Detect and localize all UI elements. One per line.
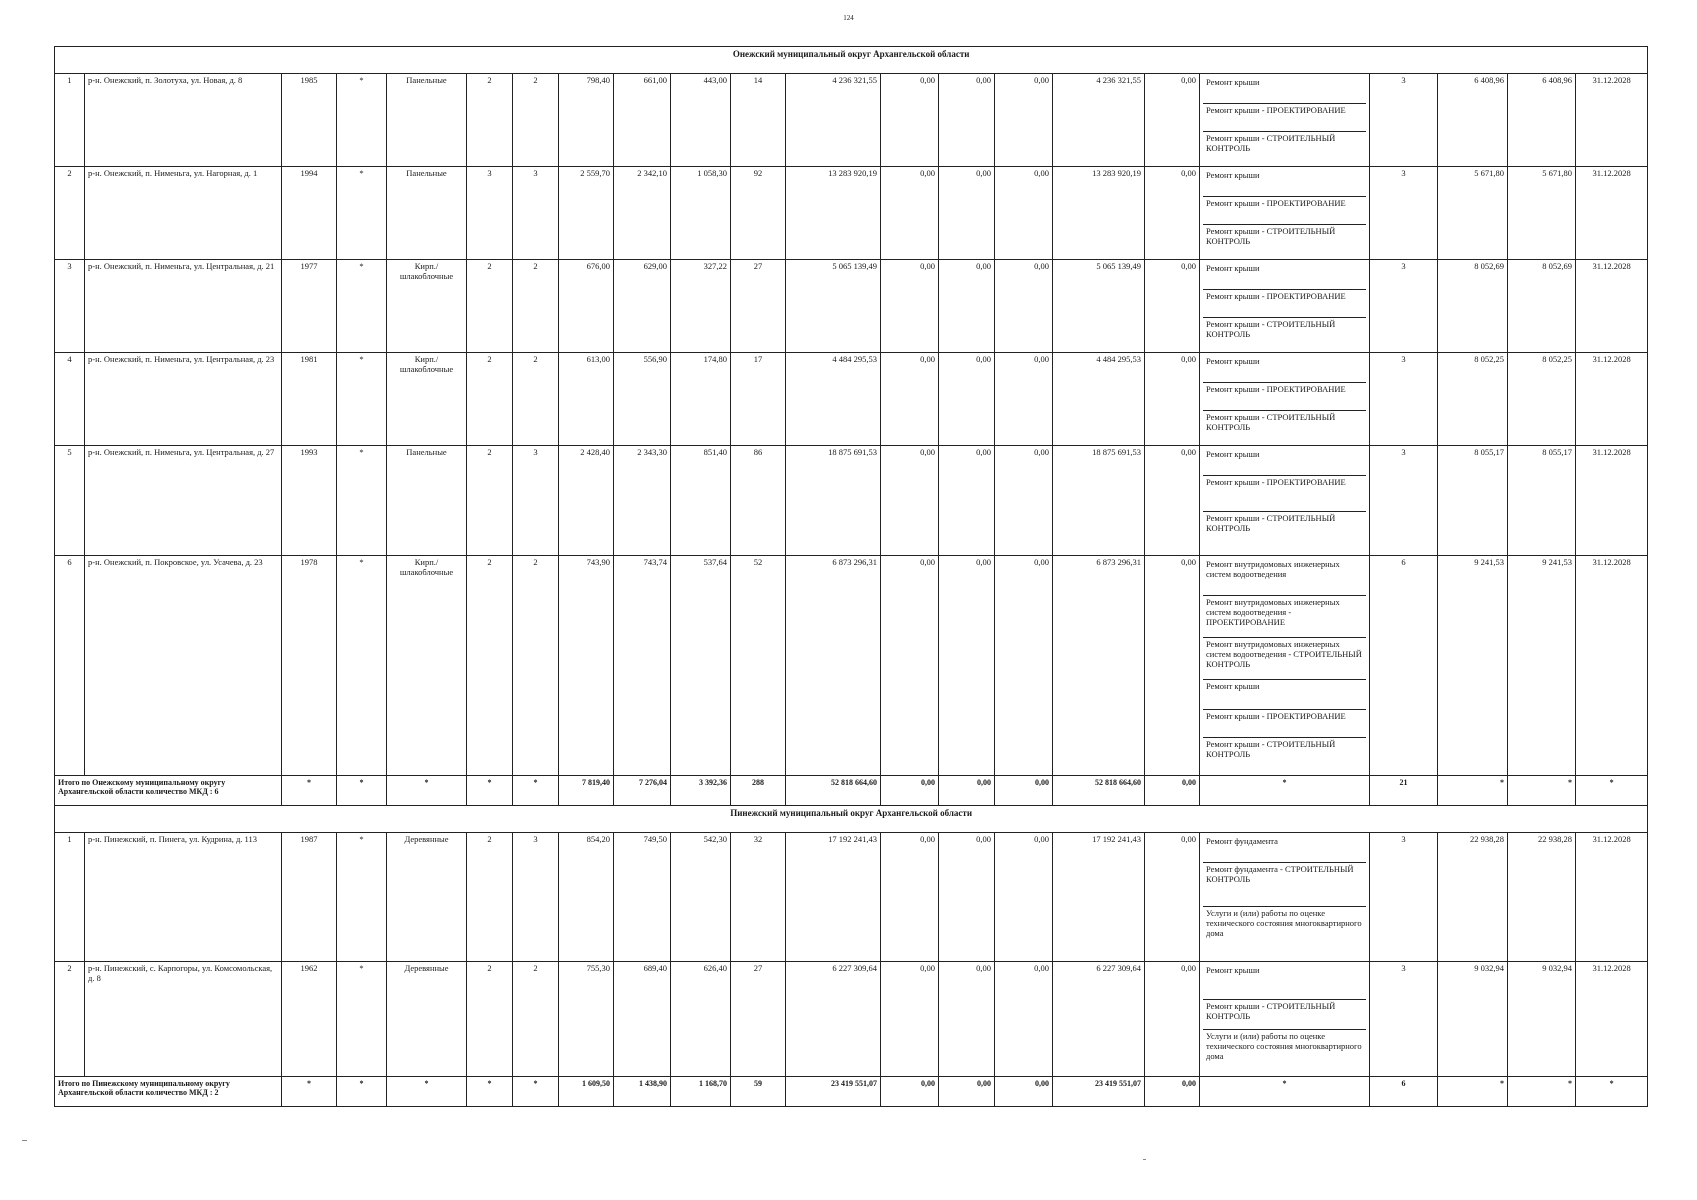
total-year-built-cell: * [282,1077,337,1107]
limit-cost-cell: 9 032,94 [1508,962,1576,1077]
fund-owners-cell: 6 873 296,31 [1053,556,1145,776]
year-built-cell: 1978 [282,556,337,776]
deadline-cell: 31.12.2028 [1576,167,1648,260]
floors-cell: 2 [467,962,513,1077]
total-unit-cost-cell: * [1438,776,1508,806]
year-commissioned-cell: * [337,962,387,1077]
unit-cost-cell: 8 052,69 [1438,260,1508,353]
fund-other-cell: 0,00 [1145,167,1200,260]
year-built-cell: 1985 [282,74,337,167]
area-premises-cell: 629,00 [614,260,671,353]
work-item: Ремонт крыши [1203,169,1366,197]
fund-other-cell: 0,00 [1145,962,1200,1077]
fund-federal-cell: 0,00 [881,962,939,1077]
work-item: Услуги и (или) работы по оценке технического состояния многоквартирного дома [1206,1031,1362,1061]
limit-cost-cell: 8 052,25 [1508,353,1576,446]
cost-total-cell: 5 065 139,49 [786,260,881,353]
deadline-cell: 31.12.2028 [1576,833,1648,962]
fund-federal-cell: 0,00 [881,353,939,446]
floors-cell: 2 [467,833,513,962]
work-item: Ремонт крыши - СТРОИТЕЛЬНЫЙ КОНТРОЛЬ [1206,739,1336,759]
region-heading-row [55,806,1648,833]
fund-owners-cell: 18 875 691,53 [1053,446,1145,556]
total-fund-local-cell: 0,00 [995,1077,1053,1107]
unit-cost-cell: 6 408,96 [1438,74,1508,167]
total-cost-total-cell: 52 818 664,60 [786,776,881,806]
fund-federal-cell: 0,00 [881,446,939,556]
total-entrances-cell: * [513,776,559,806]
area-premises-cell: 689,40 [614,962,671,1077]
area-premises-cell: 749,50 [614,833,671,962]
entrances-cell: 3 [513,833,559,962]
work-item: Ремонт крыши [1203,355,1366,383]
entrances-cell: 2 [513,353,559,446]
limit-cost-cell: 8 055,17 [1508,446,1576,556]
total-fund-local-cell: 0,00 [995,776,1053,806]
row-number-cell: 4 [55,353,85,446]
deadline-cell: 31.12.2028 [1576,446,1648,556]
scan-speck [1143,1159,1146,1160]
work-item: Ремонт фундамента [1203,835,1366,863]
address-cell: р-н. Пинежский, с. Карпогоры, ул. Комсомольская, д. 8 [85,962,282,1077]
works-cell [1200,446,1370,556]
total-fund-regional-cell: 0,00 [939,776,995,806]
residents-cell: 27 [731,260,786,353]
year-built-cell: 1987 [282,833,337,962]
year-commissioned-cell: * [337,74,387,167]
total-wall-material-cell: * [387,776,467,806]
area-residential-cell: 626,40 [671,962,731,1077]
unit-cost-cell: 8 052,25 [1438,353,1508,446]
total-work-count-cell: 6 [1370,1077,1438,1107]
work-item: Ремонт крыши - СТРОИТЕЛЬНЫЙ КОНТРОЛЬ [1206,513,1336,533]
capital-repair-register-table [54,46,1648,1107]
work-item: Ремонт крыши [1203,680,1366,710]
table-row [55,167,1648,260]
page-number: 124 [843,14,854,22]
work-item: Ремонт внутридомовых инженерных систем водоотведения - ПРОЕКТИРОВАНИЕ [1203,596,1366,638]
deadline-cell: 31.12.2028 [1576,556,1648,776]
row-number-cell: 2 [55,167,85,260]
residents-cell: 27 [731,962,786,1077]
residents-cell: 14 [731,74,786,167]
row-number-cell: 3 [55,260,85,353]
area-premises-cell: 2 343,30 [614,446,671,556]
work-count-cell: 6 [1370,556,1438,776]
fund-local-cell: 0,00 [995,353,1053,446]
area-residential-cell: 537,64 [671,556,731,776]
floors-cell: 2 [467,260,513,353]
work-item: Ремонт крыши - ПРОЕКТИРОВАНИЕ [1203,383,1366,411]
total-row [55,776,1648,806]
work-count-cell: 3 [1370,962,1438,1077]
deadline-cell: 31.12.2028 [1576,353,1648,446]
address-cell: р-н. Онежский, п. Нименьга, ул. Центральная, д. 21 [85,260,282,353]
total-label-cell: Итого по Пинежскому муниципальному округу Архангельской области количество МКД : 2 [55,1077,282,1107]
year-built-cell: 1993 [282,446,337,556]
floors-cell: 3 [467,167,513,260]
fund-owners-cell: 17 192 241,43 [1053,833,1145,962]
total-year-commissioned-cell: * [337,776,387,806]
work-item: Ремонт внутридомовых инженерных систем водоотведения - СТРОИТЕЛЬНЫЙ КОНТРОЛЬ [1203,638,1366,680]
address-cell: р-н. Онежский, п. Нименьга, ул. Нагорная, д. 1 [85,167,282,260]
address-cell: р-н. Онежский, п. Золотуха, ул. Новая, д. 8 [85,74,282,167]
year-built-cell: 1977 [282,260,337,353]
fund-owners-cell: 13 283 920,19 [1053,167,1145,260]
fund-regional-cell: 0,00 [939,74,995,167]
wall-material-cell: Деревянные [387,962,467,1077]
total-deadline-cell: * [1576,776,1648,806]
limit-cost-cell: 6 408,96 [1508,74,1576,167]
total-year-commissioned-cell: * [337,1077,387,1107]
work-item: Ремонт крыши - ПРОЕКТИРОВАНИЕ [1203,476,1366,512]
wall-material-cell: Панельные [387,446,467,556]
total-unit-cost-cell: * [1438,1077,1508,1107]
unit-cost-cell: 22 938,28 [1438,833,1508,962]
fund-local-cell: 0,00 [995,556,1053,776]
fund-other-cell: 0,00 [1145,74,1200,167]
area-total-cell: 755,30 [559,962,614,1077]
table-row [55,962,1648,1077]
table-row [55,74,1648,167]
work-item: Ремонт крыши - ПРОЕКТИРОВАНИЕ [1203,290,1366,318]
fund-federal-cell: 0,00 [881,74,939,167]
work-count-cell: 3 [1370,74,1438,167]
address-cell: р-н. Онежский, п. Нименьга, ул. Центральная, д. 23 [85,353,282,446]
residents-cell: 86 [731,446,786,556]
address-cell: р-н. Онежский, п. Нименьга, ул. Центральная, д. 27 [85,446,282,556]
works-cell [1200,833,1370,962]
limit-cost-cell: 8 052,69 [1508,260,1576,353]
total-deadline-cell: * [1576,1077,1648,1107]
total-works-cell: * [1200,1077,1370,1107]
wall-material-cell: Деревянные [387,833,467,962]
entrances-cell: 2 [513,556,559,776]
area-premises-cell: 743,74 [614,556,671,776]
fund-owners-cell: 4 484 295,53 [1053,353,1145,446]
total-fund-owners-cell: 52 818 664,60 [1053,776,1145,806]
entrances-cell: 2 [513,260,559,353]
works-cell [1200,74,1370,167]
region-heading: Онежский муниципальный округ Архангельской области [55,47,1648,74]
deadline-cell: 31.12.2028 [1576,962,1648,1077]
works-cell [1200,353,1370,446]
work-item: Ремонт крыши - ПРОЕКТИРОВАНИЕ [1203,197,1366,225]
table-row [55,833,1648,962]
residents-cell: 92 [731,167,786,260]
table-row [55,556,1648,776]
total-limit-cost-cell: * [1508,776,1576,806]
wall-material-cell: Кирп./ шлакоблочные [387,260,467,353]
work-item: Ремонт фундамента - СТРОИТЕЛЬНЫЙ КОНТРОЛЬ [1203,863,1366,907]
unit-cost-cell: 9 241,53 [1438,556,1508,776]
region-heading-row [55,47,1648,74]
fund-regional-cell: 0,00 [939,962,995,1077]
work-count-cell: 3 [1370,353,1438,446]
table-row [55,260,1648,353]
fund-regional-cell: 0,00 [939,556,995,776]
wall-material-cell: Кирп./ шлакоблочные [387,353,467,446]
total-floors-cell: * [467,776,513,806]
year-commissioned-cell: * [337,556,387,776]
works-cell [1200,167,1370,260]
work-item: Ремонт крыши [1203,964,1366,1000]
work-item: Ремонт крыши [1203,76,1366,104]
table-row [55,353,1648,446]
fund-regional-cell: 0,00 [939,167,995,260]
total-fund-federal-cell: 0,00 [881,1077,939,1107]
area-residential-cell: 1 058,30 [671,167,731,260]
scan-speck [22,1140,27,1141]
total-entrances-cell: * [513,1077,559,1107]
works-cell [1200,962,1370,1077]
total-fund-owners-cell: 23 419 551,07 [1053,1077,1145,1107]
year-commissioned-cell: * [337,446,387,556]
year-built-cell: 1981 [282,353,337,446]
fund-local-cell: 0,00 [995,962,1053,1077]
work-item: Ремонт крыши - ПРОЕКТИРОВАНИЕ [1203,710,1366,738]
fund-regional-cell: 0,00 [939,446,995,556]
total-fund-other-cell: 0,00 [1145,1077,1200,1107]
total-limit-cost-cell: * [1508,1077,1576,1107]
table-row [55,446,1648,556]
unit-cost-cell: 9 032,94 [1438,962,1508,1077]
cost-total-cell: 13 283 920,19 [786,167,881,260]
works-cell [1200,556,1370,776]
area-residential-cell: 443,00 [671,74,731,167]
row-number-cell: 5 [55,446,85,556]
fund-other-cell: 0,00 [1145,833,1200,962]
year-built-cell: 1994 [282,167,337,260]
unit-cost-cell: 8 055,17 [1438,446,1508,556]
area-residential-cell: 542,30 [671,833,731,962]
total-area-premises-cell: 7 276,04 [614,776,671,806]
fund-regional-cell: 0,00 [939,833,995,962]
total-works-cell: * [1200,776,1370,806]
row-number-cell: 1 [55,833,85,962]
total-area-total-cell: 7 819,40 [559,776,614,806]
year-built-cell: 1962 [282,962,337,1077]
floors-cell: 2 [467,446,513,556]
fund-other-cell: 0,00 [1145,353,1200,446]
total-year-built-cell: * [282,776,337,806]
work-item: Ремонт крыши - СТРОИТЕЛЬНЫЙ КОНТРОЛЬ [1206,226,1336,246]
fund-other-cell: 0,00 [1145,446,1200,556]
limit-cost-cell: 5 671,80 [1508,167,1576,260]
fund-regional-cell: 0,00 [939,353,995,446]
wall-material-cell: Панельные [387,74,467,167]
area-total-cell: 676,00 [559,260,614,353]
total-area-residential-cell: 1 168,70 [671,1077,731,1107]
fund-federal-cell: 0,00 [881,833,939,962]
fund-other-cell: 0,00 [1145,260,1200,353]
work-item: Ремонт крыши - ПРОЕКТИРОВАНИЕ [1203,104,1366,132]
fund-owners-cell: 6 227 309,64 [1053,962,1145,1077]
fund-local-cell: 0,00 [995,446,1053,556]
limit-cost-cell: 9 241,53 [1508,556,1576,776]
work-count-cell: 3 [1370,833,1438,962]
total-fund-regional-cell: 0,00 [939,1077,995,1107]
entrances-cell: 2 [513,962,559,1077]
area-total-cell: 613,00 [559,353,614,446]
work-item: Ремонт крыши - СТРОИТЕЛЬНЫЙ КОНТРОЛЬ [1206,319,1336,339]
limit-cost-cell: 22 938,28 [1508,833,1576,962]
floors-cell: 2 [467,353,513,446]
row-number-cell: 2 [55,962,85,1077]
row-number-cell: 6 [55,556,85,776]
works-cell [1200,260,1370,353]
fund-regional-cell: 0,00 [939,260,995,353]
cost-total-cell: 6 227 309,64 [786,962,881,1077]
work-item: Ремонт крыши - СТРОИТЕЛЬНЫЙ КОНТРОЛЬ [1206,133,1336,153]
year-commissioned-cell: * [337,260,387,353]
residents-cell: 32 [731,833,786,962]
entrances-cell: 3 [513,446,559,556]
fund-local-cell: 0,00 [995,74,1053,167]
total-row [55,1077,1648,1107]
area-total-cell: 854,20 [559,833,614,962]
residents-cell: 52 [731,556,786,776]
deadline-cell: 31.12.2028 [1576,74,1648,167]
address-cell: р-н. Онежский, п. Покровское, ул. Усачева, д. 23 [85,556,282,776]
cost-total-cell: 17 192 241,43 [786,833,881,962]
fund-owners-cell: 4 236 321,55 [1053,74,1145,167]
total-fund-federal-cell: 0,00 [881,776,939,806]
fund-federal-cell: 0,00 [881,260,939,353]
area-residential-cell: 174,80 [671,353,731,446]
unit-cost-cell: 5 671,80 [1438,167,1508,260]
total-residents-cell: 288 [731,776,786,806]
total-label-cell: Итого по Онежскому муниципальному округу Архангельской области количество МКД : 6 [55,776,282,806]
area-residential-cell: 327,22 [671,260,731,353]
total-fund-other-cell: 0,00 [1145,776,1200,806]
total-area-total-cell: 1 609,50 [559,1077,614,1107]
region-heading: Пинежский муниципальный округ Архангельской области [55,806,1648,833]
year-commissioned-cell: * [337,833,387,962]
fund-federal-cell: 0,00 [881,556,939,776]
floors-cell: 2 [467,556,513,776]
work-count-cell: 3 [1370,167,1438,260]
work-item: Ремонт крыши - СТРОИТЕЛЬНЫЙ КОНТРОЛЬ [1203,1000,1366,1030]
year-commissioned-cell: * [337,353,387,446]
work-item: Услуги и (или) работы по оценке технического состояния многоквартирного дома [1206,908,1362,938]
area-total-cell: 798,40 [559,74,614,167]
cost-total-cell: 4 236 321,55 [786,74,881,167]
work-item: Ремонт крыши - СТРОИТЕЛЬНЫЙ КОНТРОЛЬ [1206,412,1336,432]
area-residential-cell: 851,40 [671,446,731,556]
fund-owners-cell: 5 065 139,49 [1053,260,1145,353]
fund-local-cell: 0,00 [995,260,1053,353]
wall-material-cell: Кирп./ шлакоблочные [387,556,467,776]
deadline-cell: 31.12.2028 [1576,260,1648,353]
total-cost-total-cell: 23 419 551,07 [786,1077,881,1107]
fund-federal-cell: 0,00 [881,167,939,260]
work-item: Ремонт внутридомовых инженерных систем водоотведения [1203,558,1366,596]
work-count-cell: 3 [1370,446,1438,556]
floors-cell: 2 [467,74,513,167]
area-total-cell: 743,90 [559,556,614,776]
fund-local-cell: 0,00 [995,167,1053,260]
entrances-cell: 3 [513,167,559,260]
work-count-cell: 3 [1370,260,1438,353]
area-total-cell: 2 559,70 [559,167,614,260]
address-cell: р-н. Пинежский, п. Пинега, ул. Кудрина, д. 113 [85,833,282,962]
total-wall-material-cell: * [387,1077,467,1107]
total-residents-cell: 59 [731,1077,786,1107]
entrances-cell: 2 [513,74,559,167]
area-premises-cell: 2 342,10 [614,167,671,260]
area-premises-cell: 556,90 [614,353,671,446]
cost-total-cell: 4 484 295,53 [786,353,881,446]
total-floors-cell: * [467,1077,513,1107]
cost-total-cell: 6 873 296,31 [786,556,881,776]
residents-cell: 17 [731,353,786,446]
fund-other-cell: 0,00 [1145,556,1200,776]
total-area-premises-cell: 1 438,90 [614,1077,671,1107]
area-total-cell: 2 428,40 [559,446,614,556]
area-premises-cell: 661,00 [614,74,671,167]
total-work-count-cell: 21 [1370,776,1438,806]
total-area-residential-cell: 3 392,36 [671,776,731,806]
year-commissioned-cell: * [337,167,387,260]
fund-local-cell: 0,00 [995,833,1053,962]
work-item: Ремонт крыши [1203,262,1366,290]
wall-material-cell: Панельные [387,167,467,260]
work-item: Ремонт крыши [1203,448,1366,476]
row-number-cell: 1 [55,74,85,167]
cost-total-cell: 18 875 691,53 [786,446,881,556]
